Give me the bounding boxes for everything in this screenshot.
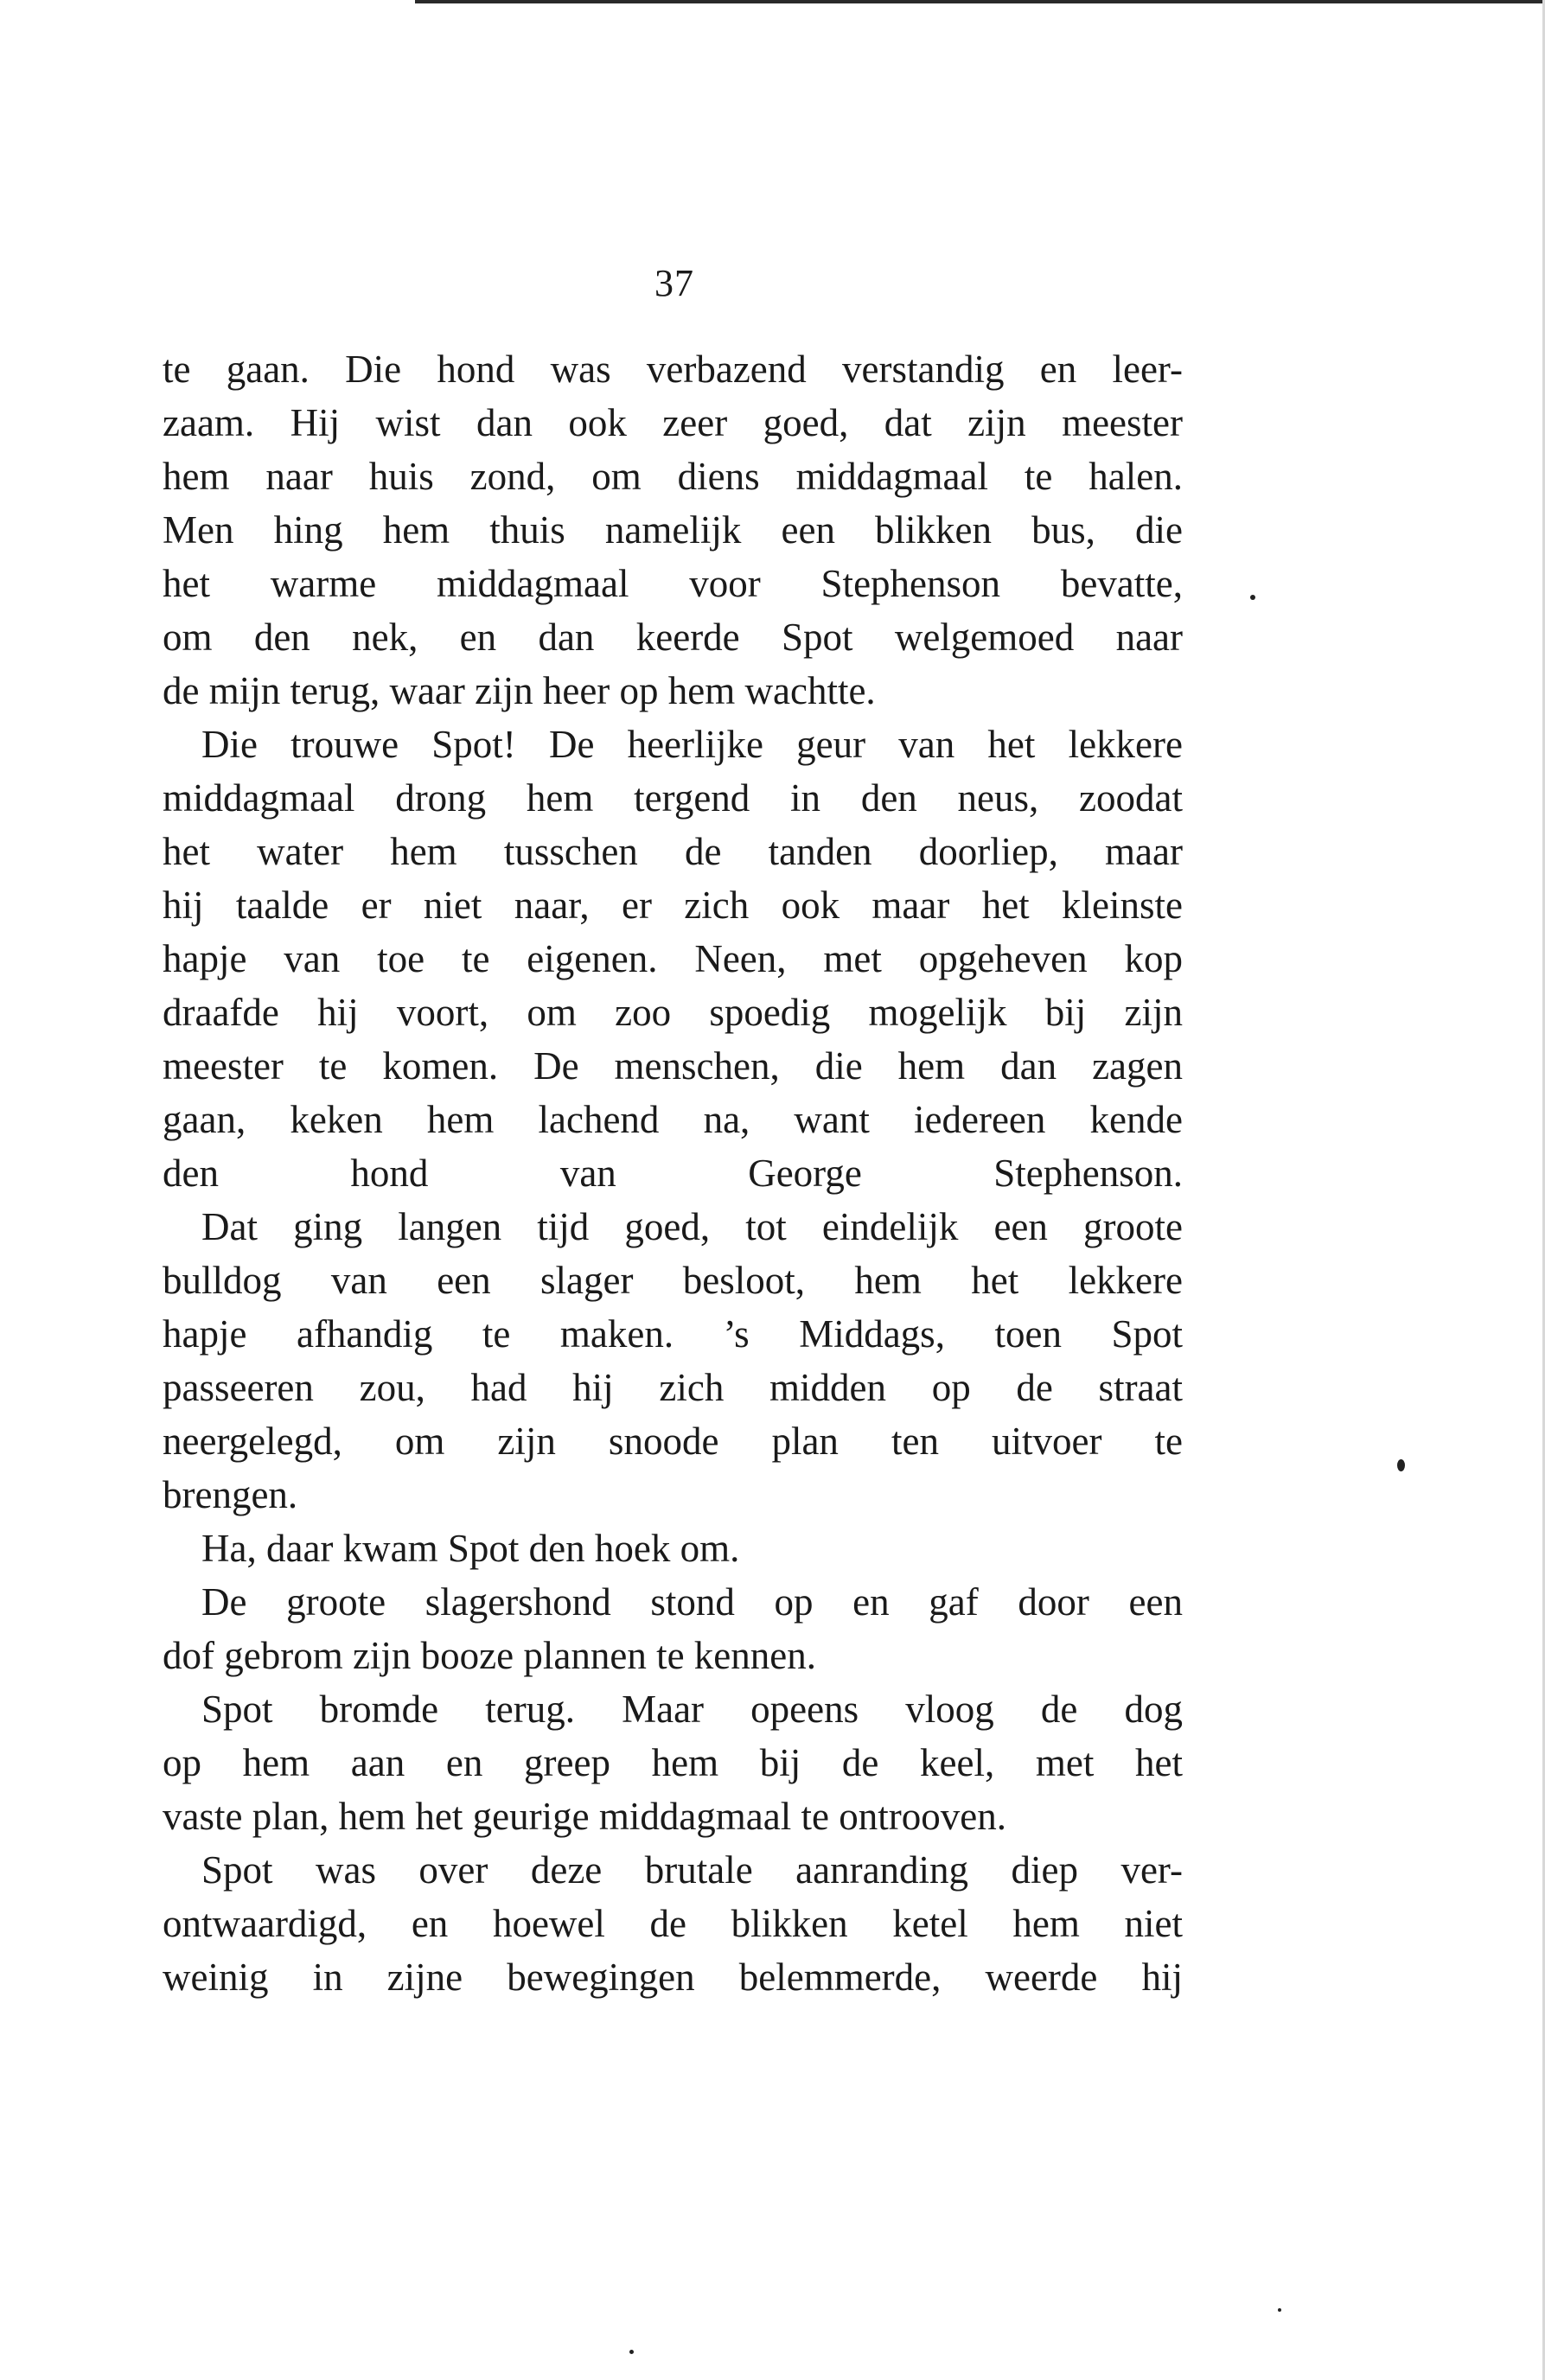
text-line: het water hem tusschen de tanden doorliep, maar [163, 830, 1183, 873]
text-line: weinig in zijne bewegingen belemmerde, weerde hij [163, 1956, 1183, 1999]
scan-speck [1278, 2308, 1281, 2312]
text-line: Men hing hem thuis namelijk een blikken bus, die [163, 508, 1183, 552]
text-line: middagmaal drong hem tergend in den neus, zoodat [163, 776, 1183, 820]
text-line: op hem aan en greep hem bij de keel, met het [163, 1741, 1183, 1784]
text-line: het warme middagmaal voor Stephenson bevatte, [163, 562, 1183, 605]
scan-edge-top [415, 0, 1545, 3]
body-text [163, 342, 1183, 2004]
paragraph-4 [163, 1522, 1183, 1575]
page-number: 37 [654, 262, 694, 304]
text-line: Ha, daar kwam Spot den hoek om. [201, 1527, 740, 1570]
text-line: brengen. [163, 1473, 298, 1516]
text-line: gaan, keken hem lachend na, want iedereen kende [163, 1098, 1183, 1141]
text-line: Die trouwe Spot! De heerlijke geur van het lekkere [201, 723, 1183, 766]
text-line: hij taalde er niet naar, er zich ook maar het kleinste [163, 884, 1183, 927]
text-line: dof gebrom zijn booze plannen te kennen. [163, 1634, 816, 1677]
paragraph-2 [163, 718, 1183, 1200]
paragraph-1 [163, 342, 1183, 718]
text-line: hapje van toe te eigenen. Neen, met opgeheven kop [163, 937, 1183, 980]
text-line: vaste plan, hem het geurige middagmaal te ontrooven. [163, 1795, 1006, 1838]
text-line: hapje afhandig te maken. ’s Middags, toen Spot [163, 1312, 1183, 1356]
text-line: bulldog van een slager besloot, hem het lekkere [163, 1259, 1183, 1302]
paragraph-5 [163, 1575, 1183, 1682]
scan-speck [1250, 595, 1255, 600]
scan-speck [1397, 1459, 1405, 1471]
text-line: zaam. Hij wist dan ook zeer goed, dat zijn meester [163, 401, 1183, 444]
text-line: meester te komen. De menschen, die hem dan zagen [163, 1044, 1183, 1088]
text-line: ontwaardigd, en hoewel de blikken ketel hem niet [163, 1902, 1183, 1945]
paragraph-7 [163, 1843, 1183, 2004]
paragraph-6 [163, 1682, 1183, 1843]
text-line: neergelegd, om zijn snoode plan ten uitvoer te [163, 1420, 1183, 1463]
text-line: Spot was over deze brutale aanranding diep ver- [201, 1848, 1183, 1892]
text-line: De groote slagershond stond op en gaf door een [201, 1580, 1183, 1624]
scan-speck [629, 2350, 634, 2354]
text-line: Dat ging langen tijd goed, tot eindelijk een groote [201, 1205, 1183, 1248]
text-line: Spot bromde terug. Maar opeens vloog de dog [201, 1688, 1183, 1731]
text-line: te gaan. Die hond was verbazend verstandig en leer- [163, 348, 1183, 391]
text-line: om den nek, en dan keerde Spot welgemoed naar [163, 616, 1183, 659]
text-line: passeeren zou, had hij zich midden op de straat [163, 1366, 1183, 1409]
text-line: draafde hij voort, om zoo spoedig mogelijk bij zijn [163, 991, 1183, 1034]
text-line: hem naar huis zond, om diens middagmaal te halen. [163, 455, 1183, 498]
text-line: de mijn terug, waar zijn heer op hem wachtte. [163, 669, 876, 712]
paragraph-3 [163, 1200, 1183, 1522]
text-line: den hond van George Stephenson. [163, 1152, 1183, 1195]
